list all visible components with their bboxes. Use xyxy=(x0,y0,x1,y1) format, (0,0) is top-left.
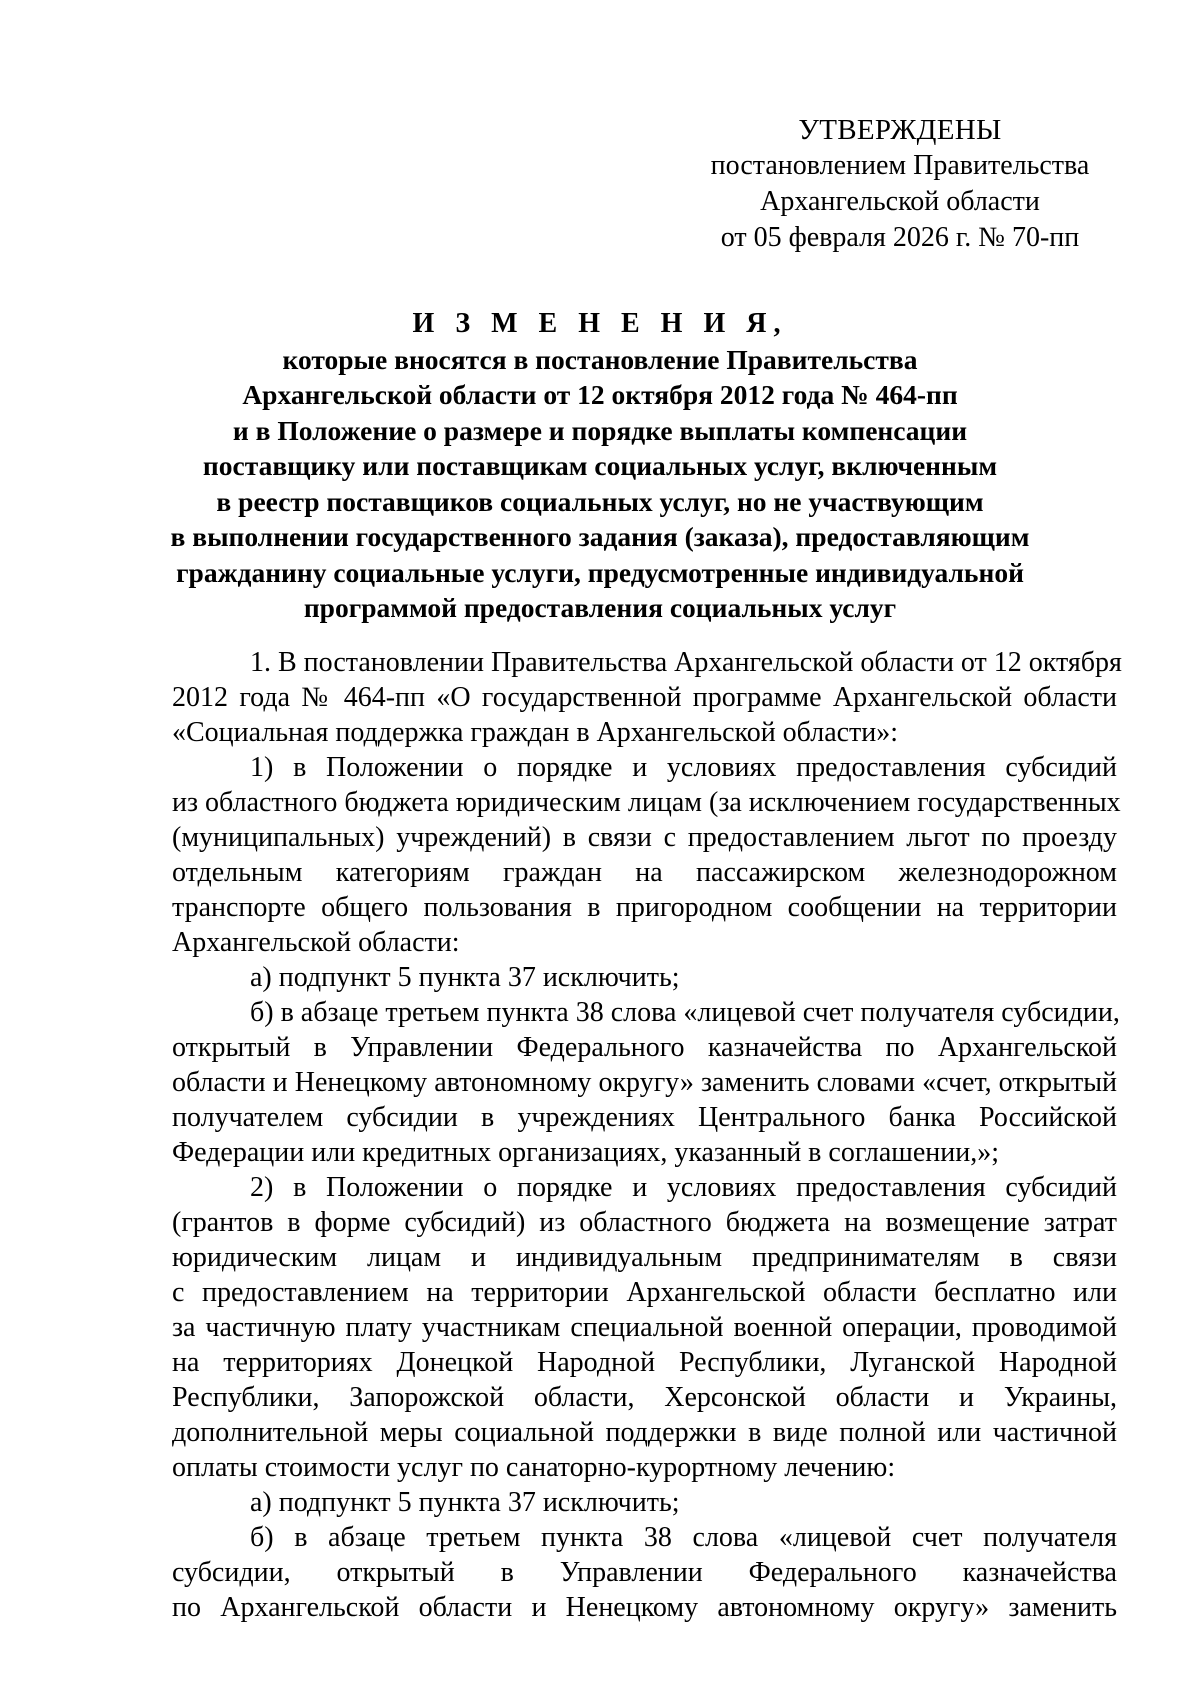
body-line: с предоставлением на территории Архангельской области бесплатно или xyxy=(172,1277,1117,1308)
title-line: Архангельской области от 12 октября 2012 года № 464-пп xyxy=(242,379,958,410)
title-line: программой предоставления социальных услуг xyxy=(303,592,897,623)
body-line: «Социальная поддержка граждан в Архангельской области»: xyxy=(172,717,899,748)
body-line: Архангельской области: xyxy=(172,927,460,958)
body-line: 2) в Положении о порядке и условиях предоставления субсидий xyxy=(250,1172,1117,1203)
body-line: получателем субсидии в учреждениях Центрального банка Российской xyxy=(172,1102,1117,1133)
body-line: 2012 года № 464-пп «О государственной программе Архангельской области xyxy=(172,682,1117,713)
title-heading: И З М Е Н Е Н И Я, xyxy=(412,308,788,339)
body-line: б) в абзаце третьем пункта 38 слова «лицевой счет получателя субсидии, xyxy=(250,997,1120,1028)
body-line: по Архангельской области и Ненецкому автономному округу» заменить xyxy=(172,1592,1117,1623)
body-line: (грантов в форме субсидий) из областного бюджета на возмещение затрат xyxy=(172,1207,1117,1238)
title-line: в реестр поставщиков социальных услуг, но не участвующим xyxy=(216,485,984,517)
body-line: за частичную плату участникам специальной военной операции, проводимой xyxy=(172,1312,1117,1343)
body-line: дополнительной меры социальной поддержки в виде полной или частичной xyxy=(172,1417,1117,1448)
body-line: субсидии, открытый в Управлении Федерального казначейства xyxy=(172,1557,1117,1588)
title-line: которые вносятся в постановление Правительства xyxy=(282,343,918,375)
body-line: Федерации или кредитных организациях, указанный в соглашении,»; xyxy=(172,1137,1000,1168)
body-line: а) подпункт 5 пункта 37 исключить; xyxy=(250,962,680,993)
body-line: 1) в Положении о порядке и условиях предоставления субсидий xyxy=(250,752,1117,783)
body-line: открытый в Управлении Федерального казначейства по Архангельской xyxy=(172,1032,1117,1063)
document-body xyxy=(172,645,1122,1625)
body-line: области и Ненецкому автономному округу» заменить словами «счет, открытый xyxy=(172,1067,1117,1098)
body-line: оплаты стоимости услуг по санаторно-курортному лечению: xyxy=(172,1452,896,1483)
body-line: на территориях Донецкой Народной Республики, Луганской Народной xyxy=(172,1347,1117,1378)
approval-line: Архангельской области xyxy=(760,186,1040,217)
title-line: в выполнении государственного задания (заказа), предоставляющим xyxy=(170,521,1030,552)
approval-stamp-block xyxy=(700,112,1100,256)
body-line: юридическим лицам и индивидуальным предпринимателям в связи xyxy=(172,1242,1117,1273)
body-line: а) подпункт 5 пункта 37 исключить; xyxy=(250,1487,680,1518)
approval-title: УТВЕРЖДЕНЫ xyxy=(798,114,1002,146)
body-line: из областного бюджета юридическим лицам (за исключением государственных xyxy=(172,787,1121,818)
approval-line: постановлением Правительства xyxy=(710,150,1090,181)
title-line: поставщику или поставщикам социальных услуг, включенным xyxy=(202,450,998,481)
document-title xyxy=(150,306,1050,626)
title-line: и в Положение о размере и порядке выплаты компенсации xyxy=(232,414,968,446)
body-line: 1. В постановлении Правительства Архангельской области от 12 октября xyxy=(250,647,1122,678)
body-line: транспорте общего пользования в пригородном сообщении на территории xyxy=(172,892,1117,923)
body-line: Республики, Запорожской области, Херсонской области и Украины, xyxy=(172,1382,1117,1413)
body-line: отдельным категориям граждан на пассажирском железнодорожном xyxy=(172,857,1117,888)
approval-date-line: от 05 февраля 2026 г. № 70-пп xyxy=(720,222,1080,253)
body-line: б) в абзаце третьем пункта 38 слова «лицевой счет получателя xyxy=(250,1522,1117,1553)
title-line: гражданину социальные услуги, предусмотренные индивидуальной xyxy=(176,556,1024,588)
body-line: (муниципальных) учреждений) в связи с предоставлением льгот по проезду xyxy=(172,822,1117,853)
